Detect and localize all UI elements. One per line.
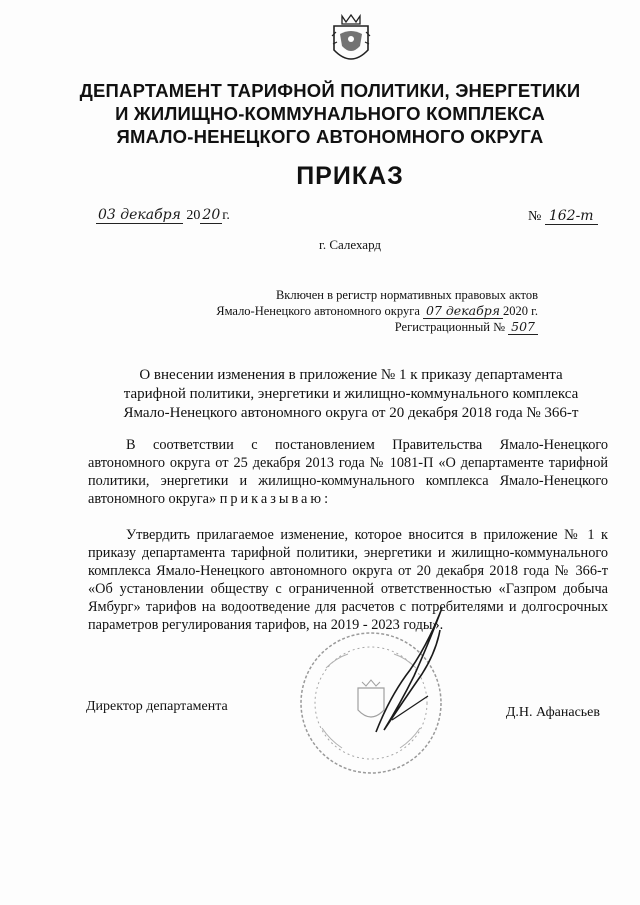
registry-stamp xyxy=(216,287,538,335)
order-date xyxy=(96,207,230,224)
subject-line-1: О внесении изменения в приложение № 1 к приказу департамента xyxy=(139,367,563,383)
department-title-line-1: ДЕПАРТАМЕНТ ТАРИФНОЙ ПОЛИТИКИ, ЭНЕРГЕТИКИ xyxy=(79,80,581,101)
registry-region: Ямало-Ненецкого автономного округа xyxy=(216,304,420,318)
department-title-line-3: ЯМАЛО-НЕНЕЦКОГО АВТОНОМНОГО ОКРУГА xyxy=(116,126,544,147)
date-year-prefix: 20 xyxy=(186,208,201,223)
registry-date-handwritten: 07 декабря xyxy=(423,303,503,319)
coat-of-arms-icon xyxy=(330,12,372,70)
date-suffix: г. xyxy=(222,208,230,223)
signer-name: Д.Н. Афанасьев xyxy=(505,705,600,720)
number-handwritten: 162-т xyxy=(545,208,598,225)
department-title-line-2: И ЖИЛИЩНО-КОММУНАЛЬНОГО КОМПЛЕКСА xyxy=(115,103,545,124)
preamble-paragraph xyxy=(88,436,608,508)
registry-line-2 xyxy=(216,303,538,319)
registry-year: 2020 г. xyxy=(503,304,538,318)
registry-line-3 xyxy=(216,319,538,335)
subject-line-2: тарифной политики, энергетики и жилищно-коммунального комплекса xyxy=(123,386,579,402)
city: г. Салехард xyxy=(318,237,382,252)
order-subject xyxy=(96,366,606,423)
operative-paragraph: Утвердить прилагаемое изменение, которое вносится в приложение № 1 к приказу департамента тарифной политики, энергетики и жилищно-коммунального комплекса Ямало-Ненецкого автономного округа от 20 декабря 2018 года № 366-т «Об установлении обществу с ограниченной ответственностью «Газпром добыча Ямбург» тарифов на водоотведение для расчетов с потребителями и долгосрочных параметров регулирования тарифов, на 2019 - 2023 годы». xyxy=(88,527,608,633)
order-number xyxy=(528,208,598,225)
order-directive: приказываю: xyxy=(219,491,332,507)
registry-number-handwritten: 507 xyxy=(508,319,538,335)
registry-line-1: Включен в регистр нормативных правовых актов xyxy=(275,288,538,302)
date-handwritten: 03 декабря xyxy=(98,207,181,223)
date-year-handwritten: 20 xyxy=(202,207,221,223)
number-label: № xyxy=(528,209,542,224)
document-type: ПРИКАЗ xyxy=(296,162,404,190)
subject-line-3: Ямало-Ненецкого автономного округа от 20 декабря 2018 года № 366-т xyxy=(123,405,579,421)
preamble-text: В соответствии с постановлением Правительства Ямало-Ненецкого автономного округа от 25 декабря 2013 года № 1081-П «О департаменте тарифной политики, энергетики и жилищно-коммунального комплекса Ямало-Ненецкого автономного округа» xyxy=(88,437,608,507)
registry-number-label: Регистрационный № xyxy=(394,320,506,334)
handwritten-signature xyxy=(370,600,450,740)
signer-position: Директор департамента xyxy=(86,699,228,714)
